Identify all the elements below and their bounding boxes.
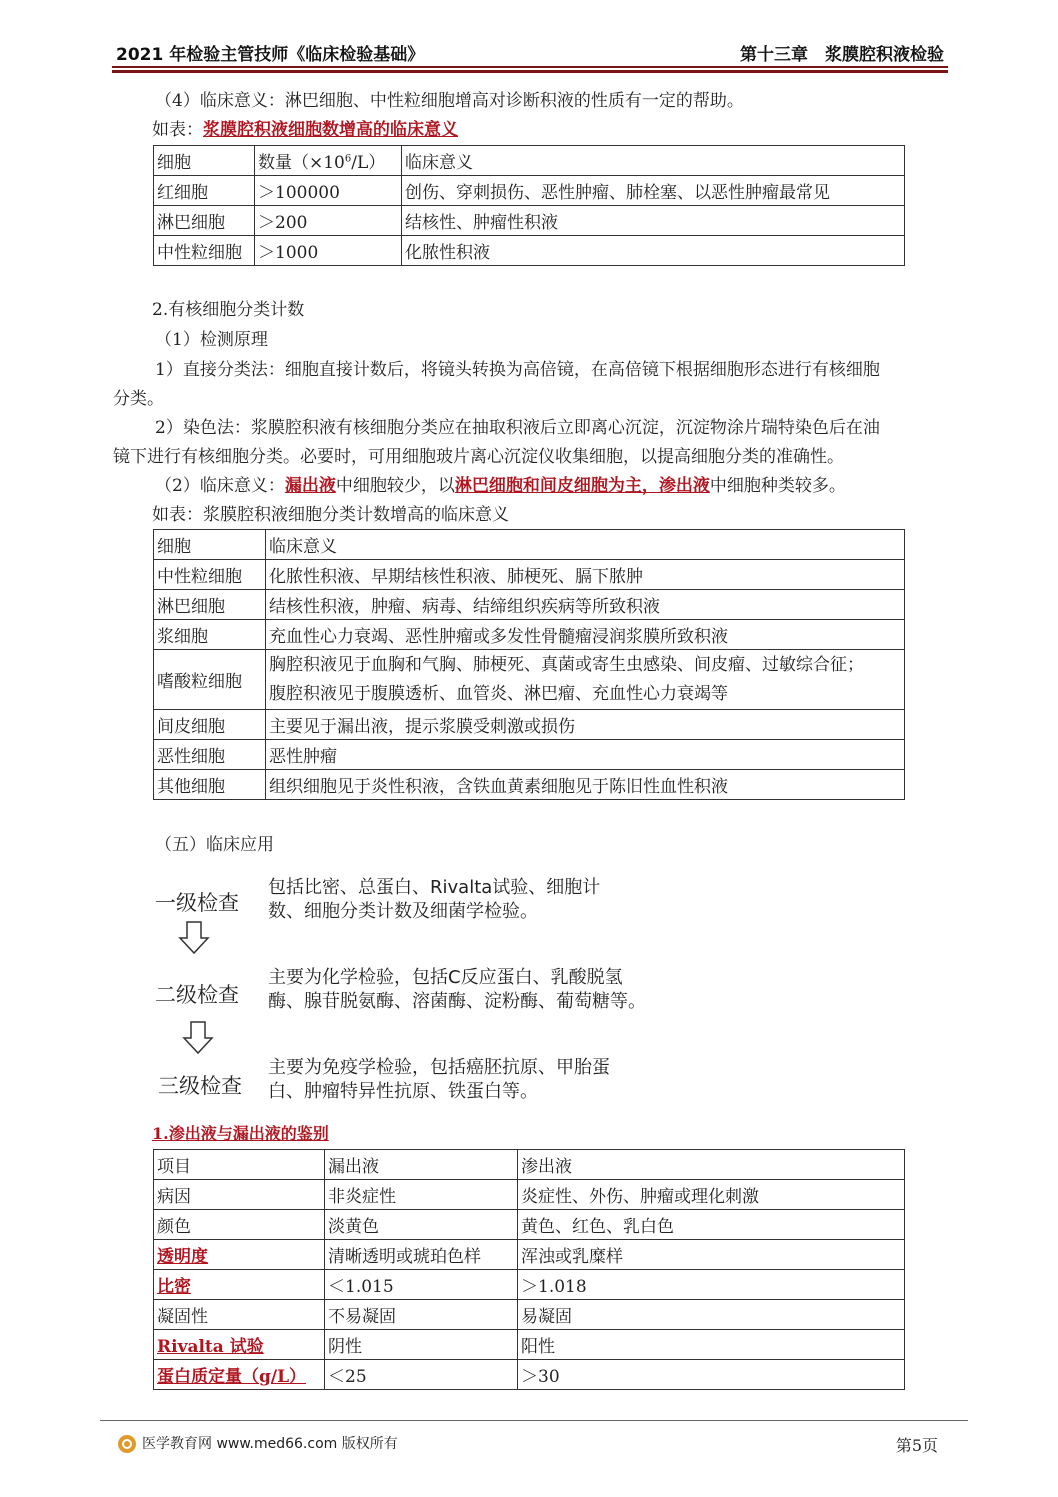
table-cell: 胸腔积液见于血胸和气胸、肺梗死、真菌或寄生虫感染、间皮瘤、过敏综合征； 腹腔积液见于腹膜透析、血管炎、淋巴瘤、充血性心力衰竭等 — [266, 650, 905, 710]
table-cell: 主要见于漏出液，提示浆膜受刺激或损伤 — [266, 710, 905, 740]
table-cell: 浑浊或乳糜样 — [518, 1240, 905, 1270]
table-row — [154, 1300, 905, 1330]
table-cell: 创伤、穿刺损伤、恶性肿瘤、肺栓塞、以恶性肿瘤最常见 — [402, 176, 905, 206]
table-cell: 恶性细胞 — [154, 740, 266, 770]
table-cell: 间皮细胞 — [154, 710, 266, 740]
table-header-cell: 细胞 — [154, 530, 266, 560]
table-cell: 嗜酸粒细胞 — [154, 650, 266, 710]
paragraph-direct-method: 1）直接分类法：细胞直接计数后，将镜头转换为高倍镜，在高倍镜下根据细胞形态进行有核细胞 — [155, 360, 880, 380]
highlight-transudate: 漏出液 — [284, 476, 336, 496]
table-row — [154, 1330, 905, 1360]
table-cell: ＞30 — [518, 1360, 905, 1390]
table-row — [154, 1270, 905, 1300]
table-row — [154, 1240, 905, 1270]
table-cell: 充血性心力衰竭、恶性肿瘤或多发性骨髓瘤浸润浆膜所致积液 — [266, 620, 905, 650]
table-row — [154, 236, 905, 266]
table-cell: 淋巴细胞 — [154, 590, 266, 620]
flow-text-3: 主要为免疫学检验，包括癌胚抗原、甲胎蛋 白、肿瘤特异性抗原、铁蛋白等。 — [268, 1057, 610, 1102]
table1-caption-title: 浆膜腔积液细胞数增高的临床意义 — [203, 120, 458, 140]
table-cell: 浆细胞 — [154, 620, 266, 650]
section-title-differentiation: 1.渗出液与漏出液的鉴别 — [152, 1124, 329, 1143]
table-row — [154, 560, 905, 590]
subheading-principle: （1）检测原理 — [155, 330, 268, 350]
table-cell: 中性粒细胞 — [154, 236, 255, 266]
flow-text-1: 包括比密、总蛋白、Rivalta试验、细胞计 数、细胞分类计数及细菌学检验。 — [268, 877, 601, 922]
table-cell: 红细胞 — [154, 176, 255, 206]
table-cell: ＞1000 — [255, 236, 402, 266]
table-exudate-transudate — [153, 1149, 905, 1390]
paragraph-stain-method-cont: 镜下进行有核细胞分类。必要时，可用细胞玻片离心沉淀仪收集细胞，以提高细胞分类的准确性。 — [113, 447, 844, 467]
table-cell: 中性粒细胞 — [154, 560, 266, 590]
table-row — [154, 1210, 905, 1240]
table-cell-classification — [153, 529, 905, 800]
table-row — [154, 1360, 905, 1390]
paragraph-direct-method-cont: 分类。 — [113, 389, 164, 409]
table-cell: 清晰透明或琥珀色样 — [325, 1240, 518, 1270]
table1-caption: 如表：浆膜腔积液细胞数增高的临床意义 — [152, 120, 458, 140]
header-rule — [112, 66, 948, 68]
table-cell: 比密 — [154, 1270, 325, 1300]
table-row — [154, 590, 905, 620]
table-cell: 恶性肿瘤 — [266, 740, 905, 770]
footer-rule — [100, 1420, 968, 1421]
table-cell: 结核性积液，肿瘤、病毒、结缔组织疾病等所致积液 — [266, 590, 905, 620]
table-header-row — [154, 530, 905, 560]
section-title-application: （五）临床应用 — [155, 835, 274, 855]
table-cell: 透明度 — [154, 1240, 325, 1270]
table-row — [154, 1180, 905, 1210]
table-header-cell: 细胞 — [154, 146, 255, 176]
table-header-cell: 漏出液 — [325, 1150, 518, 1180]
page-number: 第5页 — [895, 1436, 938, 1455]
table-cell: 阳性 — [518, 1330, 905, 1360]
page-header — [112, 38, 948, 68]
table-row — [154, 710, 905, 740]
section-title-classification: 2.有核细胞分类计数 — [152, 300, 305, 320]
table-cell: ＜1.015 — [325, 1270, 518, 1300]
table-cell: 易凝固 — [518, 1300, 905, 1330]
table-cell: 不易凝固 — [325, 1300, 518, 1330]
footer-site: 医学教育网 www.med66.com 版权所有 — [118, 1433, 398, 1453]
flow-level-3: 三级检查 — [158, 1074, 242, 1098]
table-header-cell: 项目 — [154, 1150, 325, 1180]
down-arrow-icon — [178, 921, 210, 955]
table-cell: 阴性 — [325, 1330, 518, 1360]
flow-text-2: 主要为化学检验，包括C反应蛋白、乳酸脱氢 酶、腺苷脱氨酶、溶菌酶、淀粉酶、葡萄糖等。 — [268, 967, 646, 1012]
table-cell: ＞1.018 — [518, 1270, 905, 1300]
table-row — [154, 176, 905, 206]
table-cell: 化脓性积液 — [402, 236, 905, 266]
table-header-cell: 数量$(\times 10^6/L)$ — [255, 146, 402, 176]
table-row — [154, 770, 905, 800]
table-cell: ＜25 — [325, 1360, 518, 1390]
table-cell: 黄色、红色、乳白色 — [518, 1210, 905, 1240]
table-cell: 炎症性、外伤、肿瘤或理化刺激 — [518, 1180, 905, 1210]
flow-level-1: 一级检查 — [155, 891, 239, 915]
table-cell-count — [153, 145, 905, 266]
paragraph-stain-method: 2）染色法：浆膜腔积液有核细胞分类应在抽取积液后立即离心沉淀，沉淀物涂片瑞特染色后在油 — [155, 418, 880, 438]
table-cell: 非炎症性 — [325, 1180, 518, 1210]
table-cell: Rivalta 试验 — [154, 1330, 325, 1360]
table-header-cell: 临床意义 — [266, 530, 905, 560]
flow-level-2: 二级检查 — [155, 983, 239, 1007]
table-row — [154, 650, 905, 710]
table-cell: ＞200 — [255, 206, 402, 236]
table-cell: 淋巴细胞 — [154, 206, 255, 236]
table-cell: 化脓性积液、早期结核性积液、肺梗死、膈下脓肿 — [266, 560, 905, 590]
highlight-lymph-mesothelial: 淋巴细胞和间皮细胞为主，渗出液 — [454, 476, 710, 496]
paragraph-clinical-significance-2: （2）临床意义：漏出液中细胞较少，以淋巴细胞和间皮细胞为主，渗出液中细胞种类较多。 — [155, 476, 846, 496]
table-cell: ＞100000 — [255, 176, 402, 206]
table-cell: 其他细胞 — [154, 770, 266, 800]
header-rule-thick — [112, 70, 948, 73]
table-cell: 淡黄色 — [325, 1210, 518, 1240]
table-cell: 结核性、肿瘤性积液 — [402, 206, 905, 236]
header-chapter: 第十三章 浆膜腔积液检验 — [740, 45, 944, 65]
table-header-row — [154, 146, 905, 176]
table2-caption: 如表：浆膜腔积液细胞分类计数增高的临床意义 — [152, 505, 509, 525]
paragraph-clinical-significance: （4）临床意义：淋巴细胞、中性粒细胞增高对诊断积液的性质有一定的帮助。 — [155, 91, 744, 111]
table-cell: 凝固性 — [154, 1300, 325, 1330]
header-title: 2021 年检验主管技师《临床检验基础》 — [116, 45, 425, 65]
med66-logo-icon — [118, 1435, 136, 1453]
table-header-cell: 渗出液 — [518, 1150, 905, 1180]
table-row — [154, 740, 905, 770]
down-arrow-icon — [182, 1021, 214, 1055]
table-cell: 颜色 — [154, 1210, 325, 1240]
table-cell: 病因 — [154, 1180, 325, 1210]
table-header-row — [154, 1150, 905, 1180]
table-header-cell: 临床意义 — [402, 146, 905, 176]
table-row — [154, 206, 905, 236]
table-cell: 蛋白质定量（g/L） — [154, 1360, 325, 1390]
table-cell: 组织细胞见于炎性积液，含铁血黄素细胞见于陈旧性血性积液 — [266, 770, 905, 800]
table-row — [154, 620, 905, 650]
